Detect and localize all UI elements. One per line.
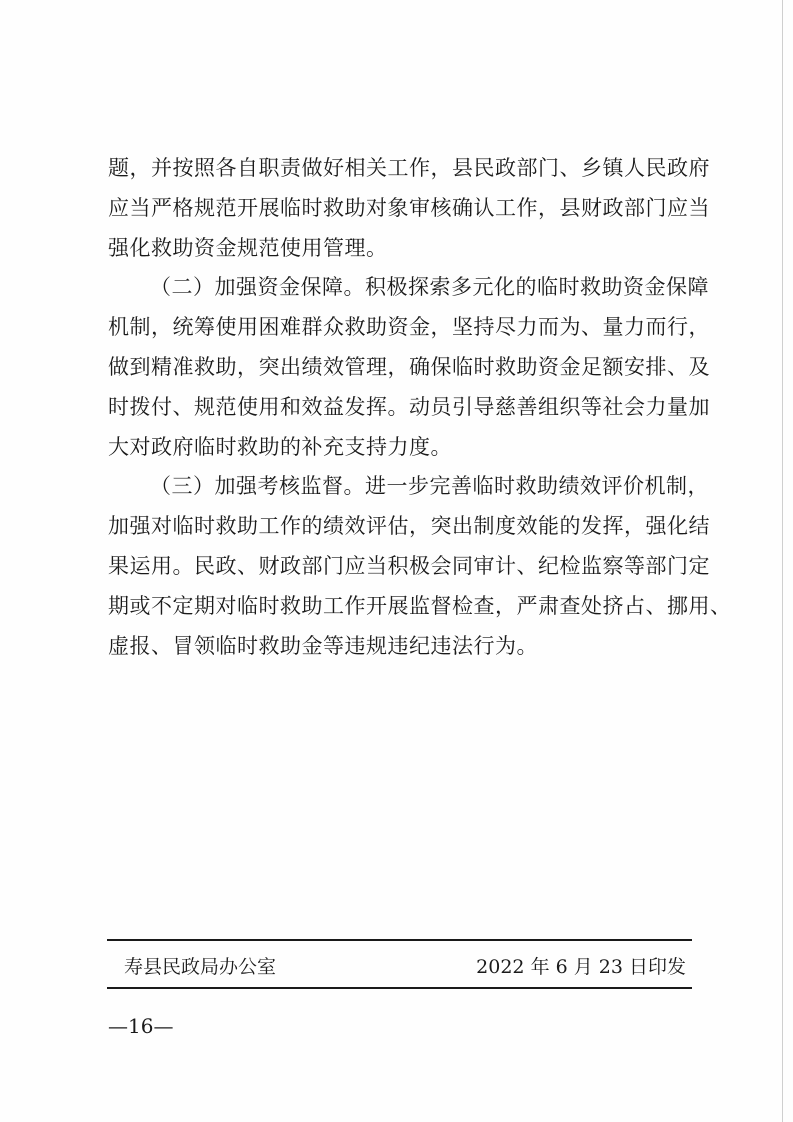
text-line: 强化救助资金规范使用管理。 bbox=[108, 235, 388, 260]
text-line: 果运用。民政、财政部门应当积极会同审计、纪检监察等部门定 bbox=[108, 553, 710, 578]
footer-issuance bbox=[107, 952, 692, 982]
text-line: 期或不定期对临时救助工作开展监督检查，严肃查处挤占、挪用、 bbox=[108, 593, 732, 618]
issuer-name: 寿县民政局办公室 bbox=[124, 956, 277, 978]
text-line: （三）加强考核监督。进一步完善临时救助绩效评价机制， bbox=[150, 474, 709, 499]
text-line: 大对政府临时救助的补充支持力度。 bbox=[108, 434, 452, 459]
text-line: （二）加强资金保障。积极探索多元化的临时救助资金保障 bbox=[150, 275, 709, 300]
footer-top-rule bbox=[107, 939, 692, 941]
paragraph-2 bbox=[108, 268, 710, 467]
body-text bbox=[108, 149, 732, 666]
text-line: 加强对临时救助工作的绩效评估，突出制度效能的发挥，强化结 bbox=[108, 514, 710, 539]
text-line: 时拨付、规范使用和效益发挥。动员引导慈善组织等社会力量加 bbox=[108, 394, 710, 419]
text-line: 题，并按照各自职责做好相关工作，县民政部门、乡镇人民政府 bbox=[108, 156, 710, 180]
page-number: —16— bbox=[108, 1014, 174, 1038]
paragraph-1 bbox=[108, 149, 710, 268]
footer-bottom-rule bbox=[107, 987, 692, 989]
page-edge-line bbox=[782, 0, 783, 1122]
text-line: 机制，统筹使用困难群众救助资金，坚持尽力而为、量力而行， bbox=[108, 315, 710, 340]
paragraph-3 bbox=[108, 467, 732, 666]
text-line: 做到精准救助，突出绩效管理，确保临时救助资金足额安排、及 bbox=[108, 354, 710, 379]
text-line: 应当严格规范开展临时救助对象审核确认工作，县财政部门应当 bbox=[108, 195, 710, 220]
issue-date: 2022 年 6 月 23 日印发 bbox=[476, 956, 686, 978]
text-line: 虚报、冒领临时救助金等违规违纪违法行为。 bbox=[108, 633, 538, 658]
